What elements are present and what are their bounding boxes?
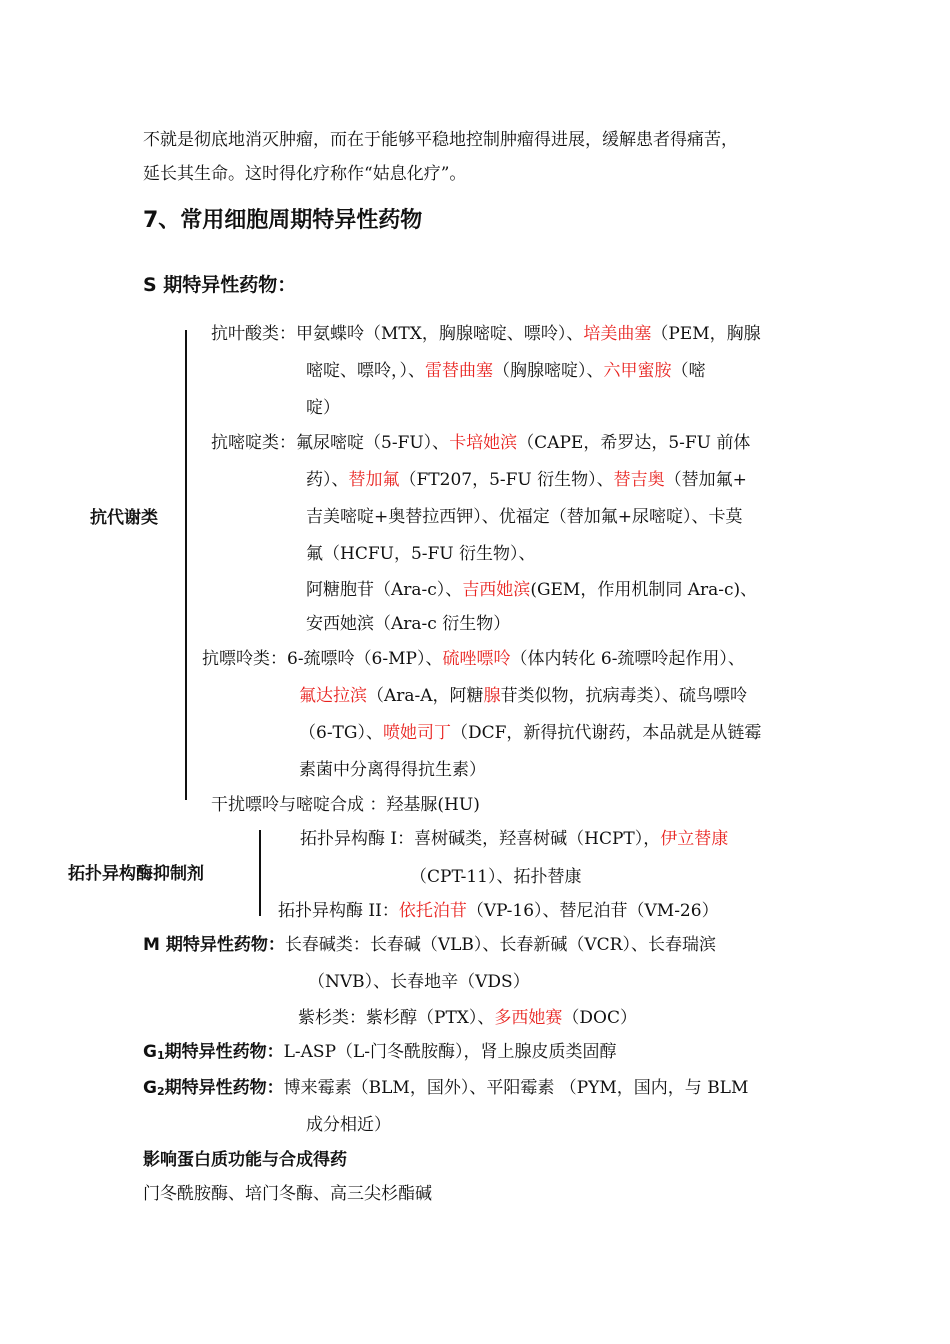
antipurine-text: 苷类似物，抗病毒类）、硫鸟嘌呤 <box>500 686 748 706</box>
drug-highlight: 伊立替康 <box>660 829 729 849</box>
m-phase-text: 长春碱类：长春碱（VLB）、长春新碱（VCR）、长春瑞滨 <box>284 935 716 955</box>
drug-highlight: 喷她司丁 <box>382 723 451 743</box>
antipyrimidine-line-2 <box>306 468 747 492</box>
antimetabolite-group-label: 抗代谢类 <box>90 508 158 528</box>
topo-1-line-2: （CPT-11）、拓扑替康 <box>410 867 582 887</box>
protein-text: 门冬酰胺酶、培门冬酶、高三尖杉酯碱 <box>143 1184 432 1204</box>
g2-prefix: G <box>143 1078 157 1098</box>
antipurine-line-2 <box>299 684 747 708</box>
drug-highlight: 六甲蜜胺 <box>603 361 672 381</box>
antipyrimidine-text: （CAPE，希罗达，5-FU 前体 <box>517 433 751 453</box>
drug-highlight: 卡培她滨 <box>449 433 518 453</box>
antipurine-text: （6-TG）、 <box>299 723 383 743</box>
antifolate-text: （嘧 <box>671 361 706 381</box>
s-phase-title: S 期特异性药物： <box>143 274 297 296</box>
g2-title-text: 期特异性药物： <box>164 1078 284 1098</box>
intro-line-2: 延长其生命。这时得化疗称作“姑息化疗”。 <box>143 164 467 184</box>
m-phase-text: 紫杉类：紫杉醇（PTX）、 <box>298 1008 495 1028</box>
antipurine-text: 6-巯嘌呤（6-MP）、 <box>287 649 443 669</box>
antipyrimidine-text: 药）、 <box>306 470 349 490</box>
intro-line-1: 不就是彻底地消灭肿瘤，而在于能够平稳地控制肿瘤得进展，缓解患者得痛苦， <box>143 130 738 150</box>
topo-text: 拓扑异构酶 II： <box>278 901 399 921</box>
drug-highlight: 替吉奥 <box>613 470 665 490</box>
antipurine-text: （体内转化 6-巯嘌呤起作用）、 <box>510 649 745 669</box>
g1-prefix: G <box>143 1042 157 1062</box>
antifolate-line-1 <box>211 322 761 346</box>
g2-line-2: 成分相近） <box>306 1115 391 1135</box>
antipyrimidine-label: 抗嘧啶类： <box>211 433 296 453</box>
antipyrimidine-text: (GEM，作用机制同 Ara-c)、 <box>530 580 758 600</box>
m-phase-title: M 期特异性药物： <box>143 935 285 955</box>
g2-line-1 <box>143 1076 748 1104</box>
topo-group-label: 拓扑异构酶抑制剂 <box>68 864 204 884</box>
topo-1-line-1 <box>300 827 728 851</box>
g2-title <box>143 1078 284 1098</box>
antipurine-line-4: 素菌中分离得得抗生素） <box>299 760 486 780</box>
antifolate-text: 甲氨蝶呤（MTX，胸腺嘧啶、嘌呤）、 <box>296 324 584 344</box>
drug-highlight: 硫唑嘌呤 <box>442 649 511 669</box>
topo-text: 拓扑异构酶 I：喜树碱类，羟喜树碱（HCPT）， <box>300 829 661 849</box>
g1-text: L-ASP（L-门冬酰胺酶），肾上腺皮质类固醇 <box>283 1042 617 1062</box>
drug-highlight: 雷替曲塞 <box>425 361 493 381</box>
antipurine-label: 抗嘌呤类： <box>202 649 287 669</box>
antipyrimidine-line-3: 吉美嘧啶+奥替拉西钾）、优福定（替加氟+尿嘧啶）、卡莫 <box>306 507 743 527</box>
antipurine-text: （Ara-A，阿糖 <box>367 686 484 706</box>
antipurine-text: （DCF，新得抗代谢药，本品就是从链霉 <box>450 723 762 743</box>
antipyrimidine-text: （FT207，5-FU 衍生物）、 <box>399 470 614 490</box>
g1-title <box>143 1042 284 1062</box>
antipyrimidine-line-5 <box>306 578 757 602</box>
antipurine-line-3 <box>299 721 761 745</box>
section-title: 7、常用细胞周期特异性药物 <box>143 208 423 233</box>
drug-highlight: 氟达拉滨 <box>299 686 367 706</box>
m-phase-line-3 <box>298 1006 637 1030</box>
antifolate-text: 嘧啶、嘌呤，）、 <box>306 361 425 381</box>
topo-text: （VP-16）、替尼泊苷（VM-26） <box>466 901 719 921</box>
antipyrimidine-line-6: 安西她滨（Ara-c 衍生物） <box>306 614 511 634</box>
antipyrimidine-text: 阿糖胞苷（Ara-c）、 <box>306 580 463 600</box>
antipyrimidine-line-1 <box>211 431 750 455</box>
antifolate-line-2 <box>306 359 706 383</box>
antifolate-text: （胸腺嘧啶）、 <box>493 361 604 381</box>
antifolate-line-3: 啶） <box>306 398 340 418</box>
drug-highlight: 吉西她滨 <box>462 580 531 600</box>
antipyrimidine-line-4: 氟（HCFU，5-FU 衍生物）、 <box>306 544 536 564</box>
interfere-line: 干扰嘌呤与嘧啶合成 ：羟基脲(HU) <box>211 795 480 815</box>
protein-title: 影响蛋白质功能与合成得药 <box>143 1150 347 1170</box>
drug-highlight: 培美曲塞 <box>583 324 652 344</box>
drug-highlight: 多西她赛 <box>494 1008 563 1028</box>
antipurine-line-1 <box>202 647 745 671</box>
topo-bracket-line <box>259 830 261 916</box>
antipyrimidine-text: （替加氟+ <box>664 470 747 490</box>
m-phase-text: （DOC） <box>562 1008 637 1028</box>
m-phase-line-1 <box>143 933 716 957</box>
drug-highlight: 替加氟 <box>348 470 400 490</box>
drug-highlight: 依托泊苷 <box>398 901 467 921</box>
m-phase-line-2: （NVB）、长春地辛（VDS） <box>308 972 530 992</box>
g2-subscript: 2 <box>156 1085 165 1098</box>
antifolate-label: 抗叶酸类： <box>211 324 296 344</box>
g1-title-text: 期特异性药物： <box>164 1042 284 1062</box>
antimetabolite-bracket-line <box>185 330 187 800</box>
g1-line <box>143 1040 617 1068</box>
g1-subscript: 1 <box>156 1049 165 1062</box>
drug-highlight: 腺 <box>483 686 501 706</box>
antifolate-text: （PEM，胸腺 <box>651 324 761 344</box>
antipyrimidine-text: 氟尿嘧啶（5-FU）、 <box>296 433 450 453</box>
topo-2-line <box>278 899 719 923</box>
g2-text: 博来霉素（BLM，国外）、平阳霉素 （PYM，国内，与 BLM <box>283 1078 749 1098</box>
